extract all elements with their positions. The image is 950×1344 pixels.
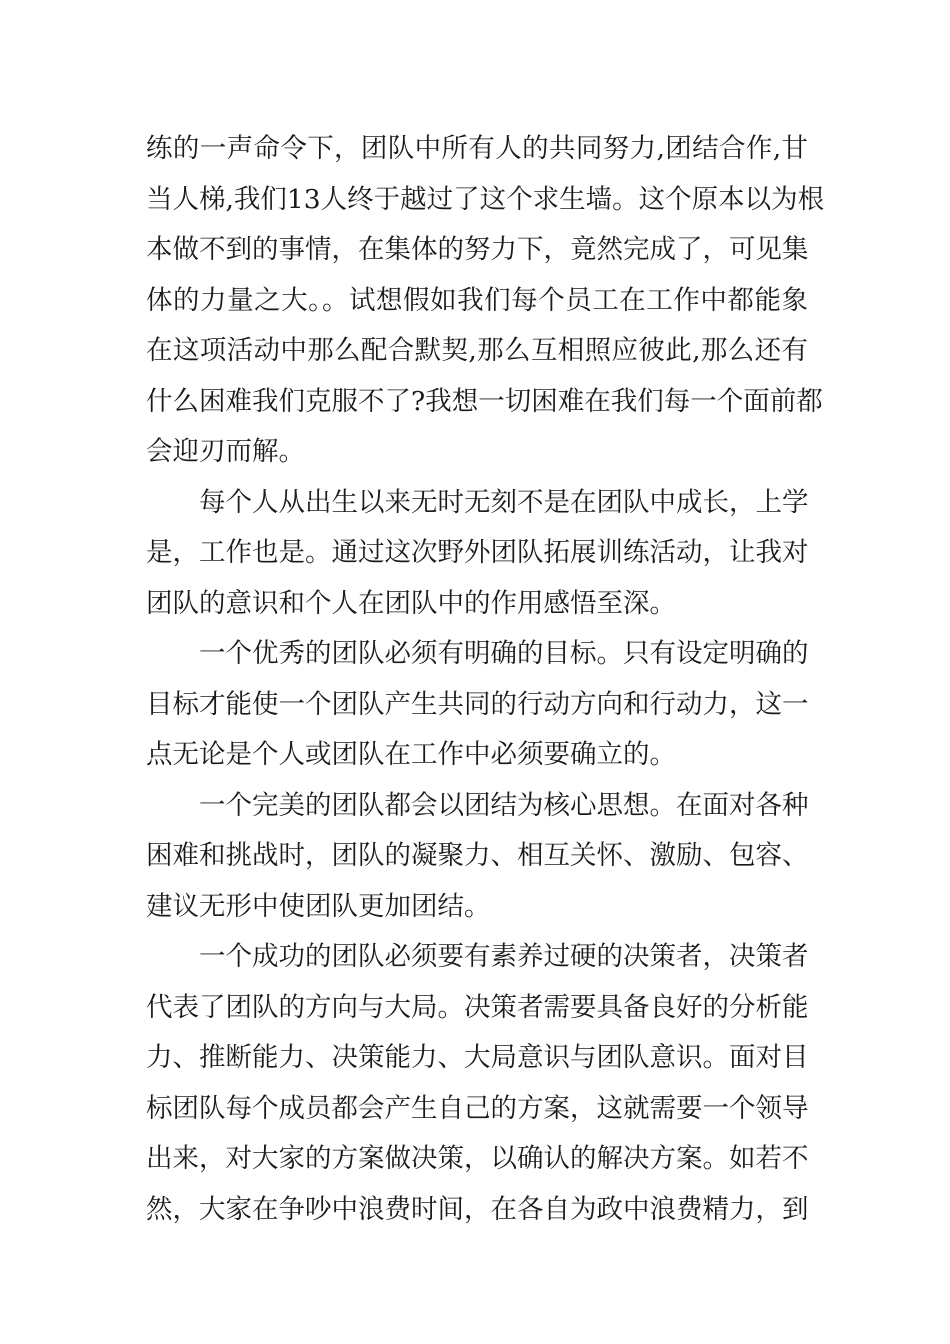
text-line: 一个成功的团队必须要有素养过硬的决策者，决策者: [199, 941, 809, 972]
text-line: 一个优秀的团队必须有明确的目标。只有设定明确的: [199, 638, 809, 669]
text-line: 出来，对大家的方案做决策，以确认的解决方案。如若不: [146, 1143, 809, 1174]
text-line: 然，大家在争吵中浪费时间，在各自为政中浪费精力，到: [146, 1193, 809, 1225]
document-body: [146, 124, 825, 1235]
text-line: 建议无形中使团队更加团结。: [146, 890, 491, 922]
text-line: 团队的意识和个人在团队中的作用感悟至深。: [146, 587, 676, 619]
text-line: 什么困难我们克服不了?我想一切困难在我们每一个面前都: [146, 385, 823, 417]
text-line: 练的一声命令下，团队中所有人的共同努力,团结合作,甘: [146, 133, 808, 164]
paragraph: [146, 478, 808, 630]
paragraph: [146, 629, 808, 781]
text-line: 目标才能使一个团队产生共同的行动方向和行动力，这一: [146, 688, 809, 720]
paragraph: [146, 124, 825, 478]
text-line: 困难和挑战时，团队的凝聚力、相互关怀、激励、包容、: [146, 840, 809, 871]
text-line: 每个人从出生以来无时无刻不是在团队中成长，上学: [199, 486, 809, 518]
text-line: 本做不到的事情，在集体的努力下，竟然完成了，可见集: [146, 234, 809, 265]
text-line: 点无论是个人或团队在工作中必须要确立的。: [146, 739, 676, 770]
text-line: 一个完美的团队都会以团结为核心思想。在面对各种: [199, 789, 809, 821]
text-line: 当人梯,我们13人终于越过了这个求生墙。这个原本以为根: [146, 183, 825, 215]
paragraph: [146, 781, 808, 933]
text-line: 在这项活动中那么配合默契,那么互相照应彼此,那么还有: [146, 335, 808, 366]
paragraph: [146, 932, 808, 1235]
text-line: 体的力量之大。。试想假如我们每个员工在工作中都能象: [146, 284, 808, 316]
text-line: 是，工作也是。通过这次野外团队拓展训练活动，让我对: [146, 537, 809, 568]
text-line: 代表了团队的方向与大局。决策者需要具备良好的分析能: [146, 991, 809, 1023]
text-line: 标团队每个成员都会产生自己的方案，这就需要一个领导: [146, 1092, 809, 1124]
text-line: 会迎刃而解。: [146, 436, 305, 467]
text-line: 力、推断能力、决策能力、大局意识与团队意识。面对目: [146, 1042, 809, 1073]
